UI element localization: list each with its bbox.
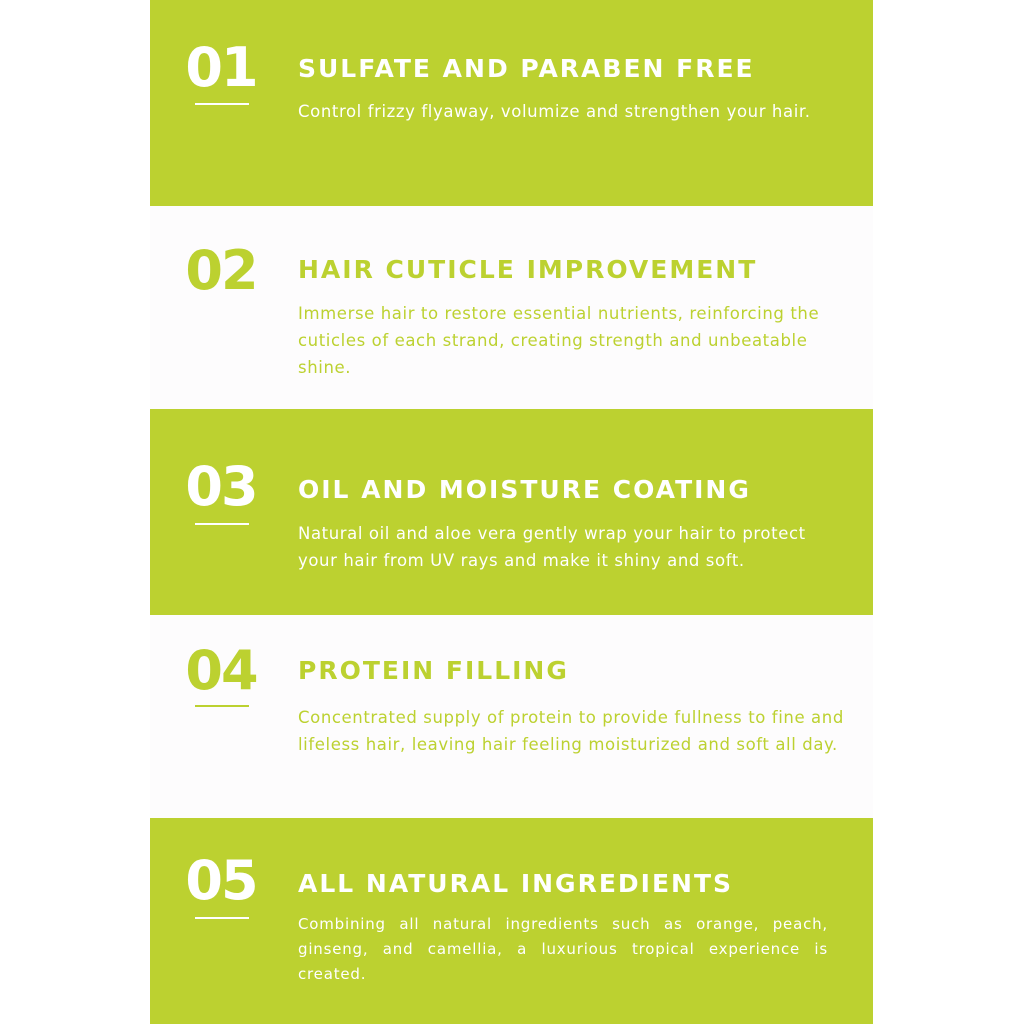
feature-description: Combining all natural ingredients such as orange, peach, ginseng, and camellia, a luxurious tropical experience is created. bbox=[298, 915, 828, 983]
feature-description: Control frizzy flyaway, volumize and strengthen your hair. bbox=[298, 102, 811, 121]
feature-title: HAIR CUTICLE IMPROVEMENT bbox=[298, 255, 758, 284]
number-underline bbox=[195, 103, 249, 105]
feature-title: PROTEIN FILLING bbox=[298, 656, 569, 685]
number-underline bbox=[195, 523, 249, 525]
feature-title: SULFATE AND PARABEN FREE bbox=[298, 54, 755, 83]
feature-number: 01 bbox=[185, 36, 257, 99]
feature-description: Natural oil and aloe vera gently wrap your hair to protect your hair from UV rays and make it shiny and soft. bbox=[298, 524, 806, 570]
feature-number: 05 bbox=[185, 849, 257, 912]
feature-panel-3 bbox=[150, 409, 873, 615]
feature-panel-2 bbox=[150, 206, 873, 409]
feature-panel-1 bbox=[150, 0, 873, 206]
number-underline bbox=[195, 917, 249, 919]
feature-number: 04 bbox=[185, 639, 257, 702]
feature-title: OIL AND MOISTURE COATING bbox=[298, 475, 751, 504]
feature-panel-5 bbox=[150, 818, 873, 1024]
feature-description: Concentrated supply of protein to provide fullness to fine and lifeless hair, leaving hair feeling moisturized and soft all day. bbox=[298, 708, 844, 754]
feature-description: Immerse hair to restore essential nutrients, reinforcing the cuticles of each strand, creating strength and unbeatable shine. bbox=[298, 304, 820, 377]
feature-panel-4 bbox=[150, 615, 873, 818]
number-underline bbox=[195, 705, 249, 707]
feature-number: 03 bbox=[185, 455, 257, 518]
feature-title: ALL NATURAL INGREDIENTS bbox=[298, 869, 734, 898]
feature-number: 02 bbox=[185, 239, 257, 302]
